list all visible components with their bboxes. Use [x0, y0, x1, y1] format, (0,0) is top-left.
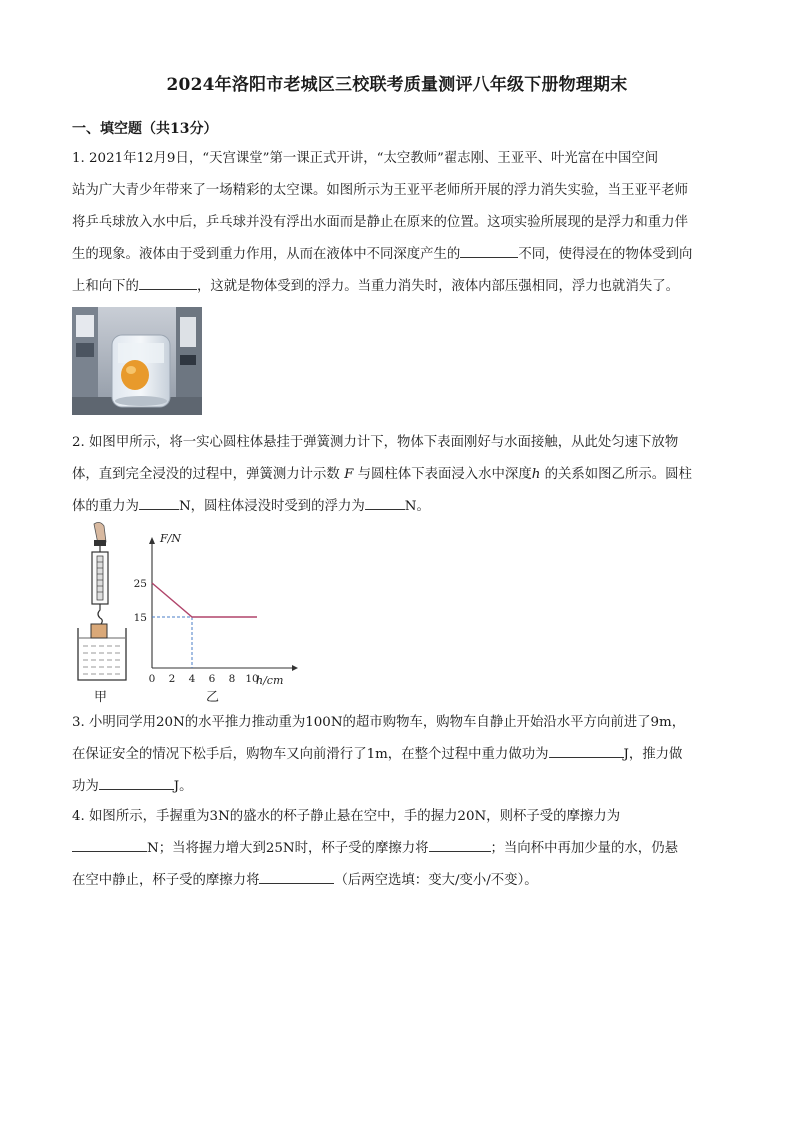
- q1-line: 1. 2021年12月9日，“天宫课堂”第一课正式开讲，“太空教师”翟志刚、王亚平、叶光富在中国空间: [72, 151, 659, 166]
- question-1: [72, 143, 727, 303]
- q2-line: 体的重力为 N，圆柱体浸没时受到的浮力为 N。: [72, 491, 727, 523]
- y-tick-label: 15: [133, 612, 147, 624]
- q1-line: 生的现象。液体由于受到重力作用，从而在液体中不同深度产生的 不同，使得浸在的物体受到向: [72, 239, 727, 271]
- q4-line: 4. 如图所示，手握重为3N的盛水的杯子静止悬在空中，手的握力20N，则杯子受的摩擦力为: [72, 809, 621, 824]
- force-depth-chart: [132, 520, 307, 690]
- q2-line: 体，直到完全浸没的过程中，弹簧测力计示数 F 与圆柱体下表面浸入水中深度h 的关系如图乙所示。圆柱: [72, 467, 692, 482]
- y-axis-arrow: [149, 537, 155, 544]
- x-tick-label: 4: [188, 673, 196, 685]
- force-depth-line: [152, 583, 257, 617]
- q4-line: 在空中静止，杯子受的摩擦力将 （后两空选填：变大/变小/不变）。: [72, 865, 727, 897]
- x-tick-label: 8: [228, 673, 236, 685]
- answer-blank[interactable]: [549, 743, 624, 758]
- q1-line: 站为广大青少年带来了一场精彩的太空课。如图所示为王亚平老师所开展的浮力消失实验，当王亚平老师: [72, 183, 688, 198]
- question-2-figure: [70, 520, 310, 705]
- figure-label-jia: 甲: [94, 690, 108, 705]
- q3-line: 功为 J。: [72, 771, 727, 803]
- question-3: [72, 707, 727, 803]
- answer-blank[interactable]: [139, 495, 179, 510]
- answer-blank[interactable]: [460, 243, 518, 258]
- figure-label-yi: 乙: [206, 690, 220, 705]
- q3-line: 在保证安全的情况下松手后，购物车又向前滑行了1m，在整个过程中重力做功为 J，推力做: [72, 739, 727, 771]
- question-2: [72, 427, 727, 523]
- y-axis-label: F/N: [160, 532, 181, 545]
- q2-line: 2. 如图甲所示，将一实心圆柱体悬挂于弹簧测力计下，物体下表面刚好与水面接触，从此处匀速下放物: [72, 435, 679, 450]
- answer-blank[interactable]: [72, 837, 147, 852]
- answer-blank[interactable]: [139, 275, 197, 290]
- spring-scale-apparatus: [70, 520, 136, 690]
- x-axis-arrow: [292, 665, 298, 671]
- space-experiment-photo: [72, 307, 202, 415]
- answer-blank[interactable]: [99, 775, 174, 790]
- q1-line: 上和向下的 ，这就是物体受到的浮力。当重力消失时，液体内部压强相同，浮力也就消失了。: [72, 271, 727, 303]
- answer-blank[interactable]: [429, 837, 491, 852]
- document-title: 2024年洛阳市老城区三校联考质量测评八年级下册物理期末: [166, 75, 628, 95]
- x-tick-label: 6: [208, 673, 216, 685]
- x-axis-label: h/cm: [256, 674, 284, 687]
- answer-blank[interactable]: [365, 495, 405, 510]
- answer-blank[interactable]: [259, 869, 334, 884]
- q3-line: 3. 小明同学用20N的水平推力推动重为100N的超市购物车，购物车自静止开始沿水平方向前进了9m，: [72, 715, 686, 730]
- x-tick-label: 2: [168, 673, 176, 685]
- q1-line: 将乒乓球放入水中后，乒乓球并没有浮出水面而是静止在原来的位置。这项实验所展现的是浮力和重力伴: [72, 215, 688, 230]
- q4-line: N；当将握力增大到25N时，杯子受的摩擦力将 ；当向杯中再加少量的水，仍悬: [72, 833, 727, 865]
- x-tick-label: 0: [148, 673, 156, 685]
- x-tick-label: 10: [245, 673, 259, 685]
- section-heading: 一、填空题（共13分）: [72, 121, 218, 137]
- question-4: [72, 801, 727, 897]
- y-tick-label: 25: [133, 578, 147, 590]
